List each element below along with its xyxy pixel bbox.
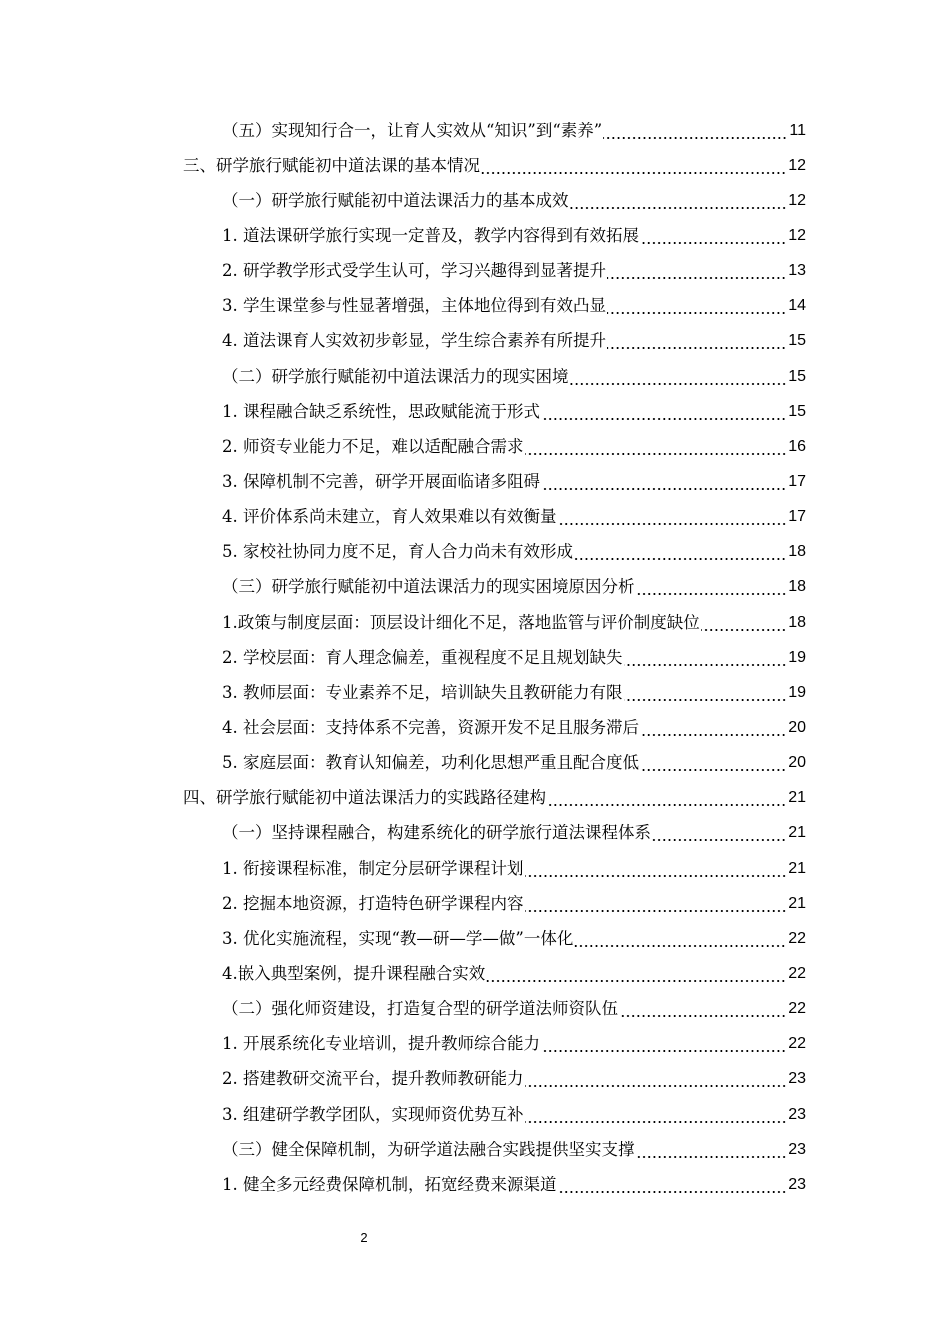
toc-entry[interactable] [0, 359, 806, 394]
toc-entry-page: 15 [788, 332, 806, 350]
toc-entry-title: 4. 社会层面：支持体系不完善，资源开发不足且服务滞后 [222, 717, 639, 737]
toc-entry[interactable] [0, 535, 806, 570]
toc-dot-leader [541, 418, 786, 420]
toc-entry[interactable] [0, 324, 806, 359]
toc-dot-leader [624, 664, 787, 666]
toc-entry-title: 4. 评价体系尚未建立，育人效果难以有效衡量 [222, 507, 557, 527]
toc-entry-title: 4.嵌入典型案例，提升课程融合实效 [222, 963, 486, 983]
toc-entry-page: 22 [788, 1000, 806, 1018]
toc-entry[interactable] [0, 640, 806, 675]
toc-entry-title: 1.政策与制度层面：顶层设计细化不足，落地监管与评价制度缺位 [222, 612, 700, 632]
toc-entry-title: （二）强化师资建设，打造复合型的研学道法师资队伍 [222, 999, 618, 1019]
toc-entry-page: 23 [788, 1105, 806, 1123]
toc-entry-page: 12 [788, 156, 806, 174]
toc-entry-page: 12 [788, 191, 806, 209]
toc-dot-leader [652, 839, 786, 841]
toc-entry-title: 3. 优化实施流程，实现“教—研—学—做”一体化 [222, 928, 574, 948]
toc-dot-leader [603, 137, 787, 139]
toc-entry-title: （一）坚持课程融合，构建系统化的研学旅行道法课程体系 [222, 823, 651, 843]
toc-dot-leader [640, 769, 786, 771]
toc-dot-leader [525, 875, 787, 877]
toc-entry[interactable] [0, 1167, 806, 1202]
toc-entry[interactable] [0, 254, 806, 289]
toc-entry-title: （一）研学旅行赋能初中道法课活力的基本成效 [222, 190, 569, 210]
toc-entry-page: 21 [788, 859, 806, 877]
toc-entry-title: 2. 师资专业能力不足，难以适配融合需求 [222, 436, 524, 456]
toc-entry-page: 17 [788, 508, 806, 526]
toc-entry-page: 13 [788, 262, 806, 280]
toc-entry[interactable] [0, 675, 806, 710]
toc-entry-title: 3. 教师层面：专业素养不足，培训缺失且教研能力有限 [222, 682, 623, 702]
toc-dot-leader [574, 945, 786, 947]
toc-entry[interactable] [0, 570, 806, 605]
toc-entry[interactable] [0, 886, 806, 921]
toc-entry-page: 14 [788, 297, 806, 315]
toc-entry[interactable] [0, 464, 806, 499]
toc-dot-leader [640, 242, 786, 244]
toc-entry-title: （三）研学旅行赋能初中道法课活力的现实困境原因分析 [222, 577, 635, 597]
toc-dot-leader [574, 558, 786, 560]
toc-entry[interactable] [0, 992, 806, 1027]
toc-dot-leader [541, 1050, 786, 1052]
toc-entry-title: 2. 学校层面：育人理念偏差，重视程度不足且规划缺失 [222, 647, 623, 667]
toc-dot-leader [607, 312, 786, 314]
toc-entry-title: 三、研学旅行赋能初中道法课的基本情况 [183, 155, 480, 175]
toc-dot-leader [486, 980, 786, 982]
toc-entry-page: 21 [788, 894, 806, 912]
toc-dot-leader [636, 593, 787, 595]
toc-dot-leader [640, 734, 786, 736]
toc-entry-page: 22 [788, 929, 806, 947]
toc-entry[interactable] [0, 851, 806, 886]
toc-entry[interactable] [0, 1027, 806, 1062]
toc-entry-page: 19 [788, 683, 806, 701]
toc-dot-leader [481, 172, 786, 174]
toc-entry-title: 3. 学生课堂参与性显著增强，主体地位得到有效凸显 [222, 296, 606, 316]
toc-dot-leader [570, 207, 787, 209]
toc-entry-title: 5. 家校社协同力度不足，育人合力尚未有效形成 [222, 542, 573, 562]
toc-dot-leader [607, 277, 786, 279]
toc-entry-page: 18 [788, 578, 806, 596]
toc-entry-title: 1. 健全多元经费保障机制，拓宽经费来源渠道 [222, 1174, 557, 1194]
toc-entry-page: 17 [788, 472, 806, 490]
toc-entry-title: （二）研学旅行赋能初中道法课活力的现实困境 [222, 366, 569, 386]
toc-entry[interactable] [0, 921, 806, 956]
toc-entry[interactable] [0, 1097, 806, 1132]
toc-dot-leader [624, 699, 787, 701]
toc-entry-page: 21 [788, 789, 806, 807]
toc-entry[interactable] [0, 394, 806, 429]
toc-dot-leader [558, 523, 787, 525]
toc-entry[interactable] [0, 956, 806, 991]
toc-entry[interactable] [0, 500, 806, 535]
toc-entry-title: 1. 课程融合缺乏系统性，思政赋能流于形式 [222, 401, 540, 421]
toc-entry-page: 11 [789, 121, 806, 139]
toc-entry-title: 3. 组建研学教学团队，实现师资优势互补 [222, 1104, 524, 1124]
toc-dot-leader [525, 1085, 787, 1087]
toc-entry[interactable] [0, 746, 806, 781]
toc-entry-page: 20 [788, 718, 806, 736]
toc-entry[interactable] [0, 148, 806, 183]
toc-entry[interactable] [0, 429, 806, 464]
toc-dot-leader [547, 804, 786, 806]
toc-dot-leader [636, 1156, 787, 1158]
toc-entry-page: 15 [788, 367, 806, 385]
toc-entry-title: 5. 家庭层面：教育认知偏差，功利化思想严重且配合度低 [222, 753, 639, 773]
toc-entry[interactable] [0, 218, 806, 253]
toc-dot-leader [558, 1191, 787, 1193]
toc-entry-page: 18 [788, 613, 806, 631]
toc-entry-title: 4. 道法课育人实效初步彰显，学生综合素养有所提升 [222, 331, 606, 351]
toc-dot-leader [701, 629, 786, 631]
toc-entry[interactable] [0, 1132, 806, 1167]
toc-entry-title: 2. 挖掘本地资源，打造特色研学课程内容 [222, 893, 524, 913]
toc-entry-page: 12 [788, 226, 806, 244]
toc-entry[interactable] [0, 183, 806, 218]
toc-entry-page: 23 [788, 1070, 806, 1088]
toc-entry-page: 20 [788, 754, 806, 772]
toc-dot-leader [570, 383, 787, 385]
toc-entry[interactable] [0, 605, 806, 640]
toc-entry-page: 18 [788, 543, 806, 561]
toc-dot-leader [541, 488, 786, 490]
toc-entry[interactable] [0, 1062, 806, 1097]
toc-entry[interactable] [0, 781, 806, 816]
toc-entry-page: 22 [788, 1035, 806, 1053]
toc-dot-leader [525, 453, 787, 455]
toc-entry-title: （三）健全保障机制，为研学道法融合实践提供坚实支撑 [222, 1139, 635, 1159]
toc-entry-page: 23 [788, 1140, 806, 1158]
toc-entry[interactable] [0, 289, 806, 324]
toc-entry-title: 1. 道法课研学旅行实现一定普及，教学内容得到有效拓展 [222, 225, 639, 245]
toc-entry-title: 四、研学旅行赋能初中道法课活力的实践路径建构 [183, 788, 546, 808]
toc-entry-page: 16 [788, 437, 806, 455]
toc-entry-title: 1. 衔接课程标准，制定分层研学课程计划 [222, 858, 524, 878]
toc-entry-page: 19 [788, 648, 806, 666]
toc-dot-leader [619, 1015, 786, 1017]
toc-dot-leader [525, 910, 787, 912]
toc-entry-page: 21 [788, 824, 806, 842]
toc-dot-leader [525, 1121, 787, 1123]
page-number: 2 [360, 1230, 368, 1245]
toc-entry-page: 23 [788, 1175, 806, 1193]
table-of-contents [0, 113, 950, 1202]
toc-entry-title: 2. 搭建教研交流平台，提升教师教研能力 [222, 1069, 524, 1089]
toc-entry-page: 22 [788, 964, 806, 982]
toc-entry-title: 3. 保障机制不完善，研学开展面临诸多阻碍 [222, 471, 540, 491]
toc-dot-leader [607, 347, 786, 349]
toc-entry-title: 1. 开展系统化专业培训，提升教师综合能力 [222, 1034, 540, 1054]
toc-entry-title: （五）实现知行合一，让育人实效从“知识”到“素养” [222, 120, 603, 140]
toc-entry[interactable] [0, 113, 806, 148]
toc-entry[interactable] [0, 816, 806, 851]
toc-entry[interactable] [0, 710, 806, 745]
toc-entry-page: 15 [788, 402, 806, 420]
toc-entry-title: 2. 研学教学形式受学生认可，学习兴趣得到显著提升 [222, 261, 606, 281]
